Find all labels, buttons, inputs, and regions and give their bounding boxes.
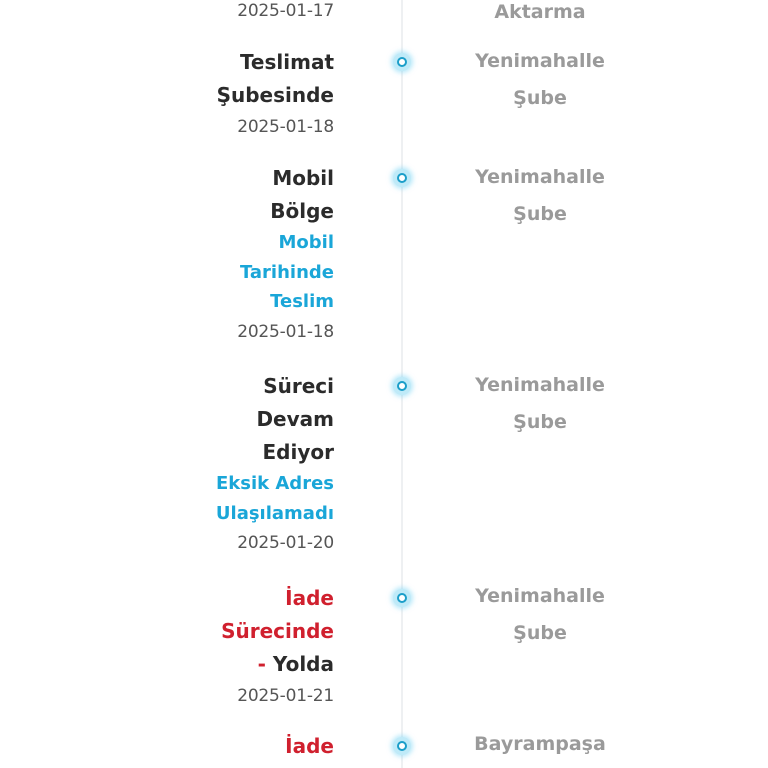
event-status: İade bbox=[285, 586, 334, 610]
event-note: Mobil bbox=[278, 232, 334, 253]
event-status bbox=[174, 648, 334, 681]
timeline-dot-icon bbox=[393, 53, 411, 71]
timeline-dot-icon bbox=[393, 377, 411, 395]
event-status-dash: - bbox=[257, 652, 266, 676]
event-note: Ulaşılamadı bbox=[215, 502, 334, 524]
event-date: 2025-01-21 bbox=[237, 686, 334, 706]
event-location: Yenimahalle bbox=[475, 50, 605, 72]
event-status: Süreci bbox=[263, 374, 334, 398]
event-status: Bölge bbox=[270, 199, 334, 223]
event-date: 2025-01-18 bbox=[237, 117, 334, 137]
event-location: Bayrampaşa bbox=[474, 733, 606, 755]
event-date: 2025-01-18 bbox=[237, 321, 334, 342]
event-location: Yenimahalle bbox=[475, 374, 605, 396]
event-location: Şube bbox=[513, 203, 567, 225]
timeline-dot-icon bbox=[393, 169, 411, 187]
event-location: Şube bbox=[513, 87, 567, 109]
event-note: Eksik Adres bbox=[215, 473, 334, 494]
event-location: Yenimahalle bbox=[475, 585, 605, 607]
event-status: Şubesinde bbox=[216, 83, 334, 107]
event-status: Devam bbox=[256, 407, 334, 431]
timeline-dot-icon bbox=[393, 737, 411, 755]
event-location: Şube bbox=[513, 622, 567, 644]
event-status: Ediyor bbox=[262, 440, 334, 464]
event-note: Tarihinde bbox=[239, 261, 334, 283]
event-location: Yenimahalle bbox=[475, 166, 605, 188]
event-status: Mobil bbox=[272, 166, 334, 190]
event-status-yolda: Yolda bbox=[265, 652, 334, 676]
event-note: Teslim bbox=[270, 291, 334, 312]
event-status: Teslimat bbox=[239, 50, 334, 74]
event-location: Aktarma bbox=[494, 1, 586, 23]
event-date: 2025-01-20 bbox=[237, 533, 334, 553]
event-status: Sürecinde bbox=[221, 619, 334, 643]
timeline-dot-icon bbox=[393, 589, 411, 607]
event-date: 2025-01-17 bbox=[237, 1, 334, 21]
event-location: Şube bbox=[513, 411, 567, 433]
event-status: İade bbox=[285, 734, 334, 758]
